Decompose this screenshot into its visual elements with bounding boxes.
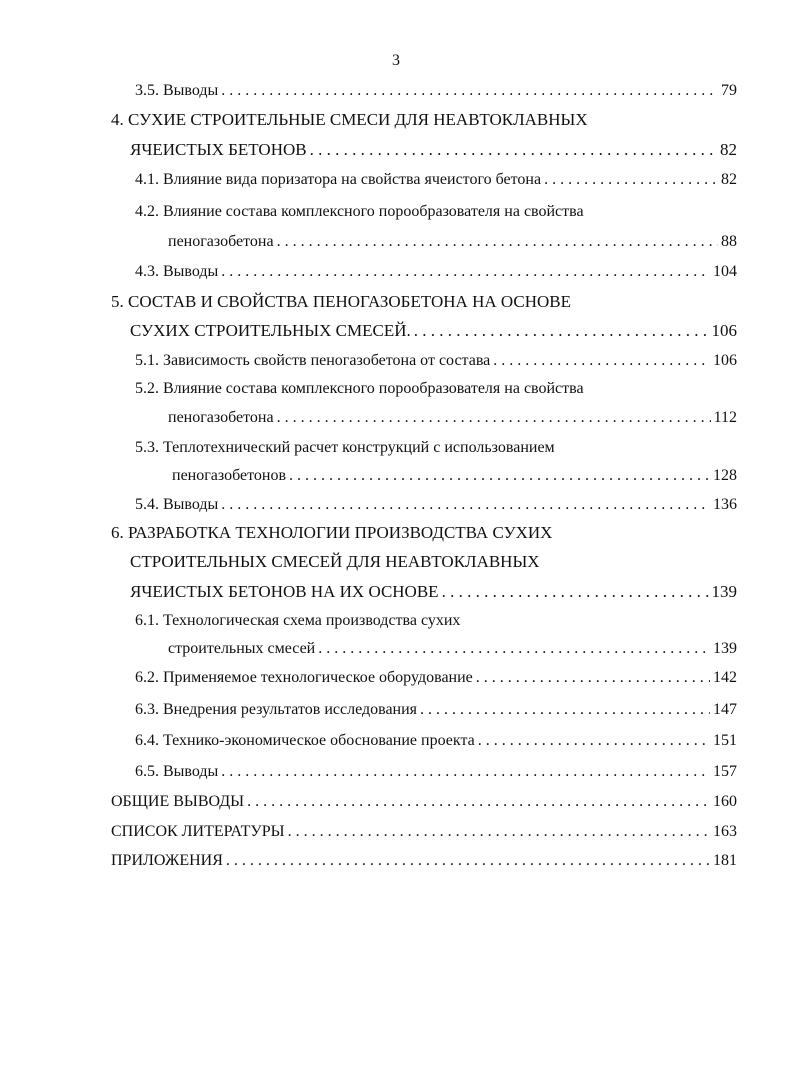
toc-entry-4-1: [135, 169, 737, 191]
dot-leader: [221, 80, 718, 102]
toc-entry-general-conclusions: [111, 791, 737, 813]
dot-leader: [476, 667, 710, 689]
toc-entry-title: 5.2. Влияние состава комплексного порообразователя на свойства: [135, 380, 584, 397]
dot-leader: [544, 169, 718, 191]
dot-leader: [226, 850, 710, 872]
toc-chapter-title: ЯЧЕИСТЫХ БЕТОНОВ: [130, 140, 307, 159]
toc-entry-title: 5.3. Теплотехнический расчет конструкций с использованием: [135, 439, 555, 456]
dot-leader: [288, 821, 710, 843]
toc-entry-title: пеногазобетона: [168, 409, 274, 426]
toc-chapter-title: 4. СУХИЕ СТРОИТЕЛЬНЫЕ СМЕСИ ДЛЯ НЕАВТОКЛАВНЫХ: [111, 110, 588, 129]
toc-chapter-6-line2: [130, 551, 540, 573]
toc-entry-title: ОБЩИЕ ВЫВОДЫ: [111, 793, 245, 810]
toc-entry-page: 151: [713, 732, 737, 749]
toc-entry-4-2-line1: [135, 201, 584, 223]
toc-entry-5-2-line1: [135, 378, 584, 400]
toc-chapter-title: СУХИХ СТРОИТЕЛЬНЫХ СМЕСЕЙ.: [130, 321, 411, 340]
dot-leader: [247, 791, 710, 813]
toc-entry-title: 5.1. Зависимость свойств пеногазобетона от состава: [135, 352, 491, 369]
toc-chapter-4-line1: [111, 109, 588, 131]
toc-entry-6-1-line2: [168, 638, 737, 660]
toc-entry-title: пеногазобетона: [168, 233, 274, 250]
toc-entry-page: 181: [713, 852, 737, 869]
toc-entry-title: 5.4. Выводы: [135, 496, 219, 513]
toc-chapter-6-line3: [130, 581, 737, 603]
toc-entry-page: 82: [721, 171, 737, 188]
toc-entry-title: пеногазобетонов: [172, 467, 287, 484]
toc-entry-title: 6.5. Выводы: [135, 763, 219, 780]
toc-entry-5-1: [135, 350, 737, 372]
toc-chapter-6-line1: [111, 522, 552, 544]
toc-entry-6-3: [135, 699, 737, 721]
toc-entry-title: 6.3. Внедрения результатов исследования: [135, 701, 418, 718]
toc-entry-page: 139: [711, 582, 737, 601]
toc-entry-title: 4.1. Влияние вида поризатора на свойства ячеистого бетона: [135, 171, 542, 188]
toc-entry-page: 160: [713, 793, 737, 810]
toc-entry-title: 6.1. Технологическая схема производства сухих: [135, 612, 461, 629]
toc-entry-page: 128: [713, 467, 737, 484]
toc-entry-page: 139: [713, 640, 737, 657]
toc-entry-title: 4.3. Выводы: [135, 263, 219, 280]
toc-entry-title: ПРИЛОЖЕНИЯ: [111, 852, 223, 869]
toc-entry-title: строительных смесей: [168, 640, 316, 657]
dot-leader: [414, 320, 709, 342]
toc-entry-page: 142: [713, 669, 737, 686]
dot-leader: [277, 407, 711, 429]
toc-chapter-title: 6. РАЗРАБОТКА ТЕХНОЛОГИИ ПРОИЗВОДСТВА СУХИХ: [111, 523, 553, 542]
toc-chapter-title: СТРОИТЕЛЬНЫХ СМЕСЕЙ ДЛЯ НЕАВТОКЛАВНЫХ: [130, 552, 540, 571]
toc-entry-6-4: [135, 730, 737, 752]
dot-leader: [318, 638, 710, 660]
toc-entry-page: 88: [721, 233, 737, 250]
toc-chapter-title: 5. СОСТАВ И СВОЙСТВА ПЕНОГАЗОБЕТОНА НА ОСНОВЕ: [111, 292, 571, 311]
toc-entry-title: 3.5. Выводы: [135, 82, 219, 99]
toc-entry-page: 106: [713, 352, 737, 369]
toc-entry-appendices: [111, 850, 737, 872]
toc-entry-title: 6.4. Технико-экономическое обоснование проекта: [135, 732, 475, 749]
toc-entry-page: 147: [713, 701, 737, 718]
dot-leader: [277, 231, 718, 253]
toc-entry-5-3-line2: [172, 465, 737, 487]
toc-entry-page: 163: [713, 823, 737, 840]
toc-entry-references: [111, 821, 737, 843]
dot-leader: [310, 139, 717, 161]
toc-chapter-5-line1: [111, 291, 571, 313]
toc-entry-4-3: [135, 261, 737, 283]
toc-entry-title: 6.2. Применяемое технологическое оборудование: [135, 669, 473, 686]
toc-entry-5-4: [135, 494, 737, 516]
dot-leader: [289, 465, 710, 487]
toc-entry-6-5: [135, 761, 737, 783]
toc-entry-page: 157: [713, 763, 737, 780]
toc-entry-4-2-line2: [168, 231, 737, 253]
toc-chapter-5-line2: [130, 320, 737, 342]
toc-entry-title: СПИСОК ЛИТЕРАТУРЫ: [111, 823, 285, 840]
page-number: 3: [392, 52, 400, 69]
dot-leader: [221, 494, 710, 516]
toc-entry-page: 136: [713, 496, 737, 513]
toc-chapter-4-line2: [130, 139, 737, 161]
toc-entry-6-1-line1: [135, 610, 460, 632]
toc-entry-6-2: [135, 667, 737, 689]
dot-leader: [478, 730, 710, 752]
toc-entry-page: 106: [711, 321, 737, 340]
toc-chapter-title: ЯЧЕИСТЫХ БЕТОНОВ НА ИХ ОСНОВЕ: [130, 582, 439, 601]
dot-leader: [221, 261, 710, 283]
toc-entry-page: 82: [720, 140, 737, 159]
toc-entry-title: 4.2. Влияние состава комплексного порообразователя на свойства: [135, 203, 584, 220]
dot-leader: [221, 761, 710, 783]
toc-entry-5-3-line1: [135, 437, 555, 459]
toc-entry-page: 104: [713, 263, 737, 280]
toc-entry-5-2-line2: [168, 407, 737, 429]
dot-leader: [493, 350, 710, 372]
dot-leader: [442, 581, 709, 603]
dot-leader: [420, 699, 710, 721]
toc-entry-3-5: [135, 80, 737, 102]
toc-entry-page: 79: [721, 82, 737, 99]
toc-entry-page: 112: [713, 409, 737, 426]
